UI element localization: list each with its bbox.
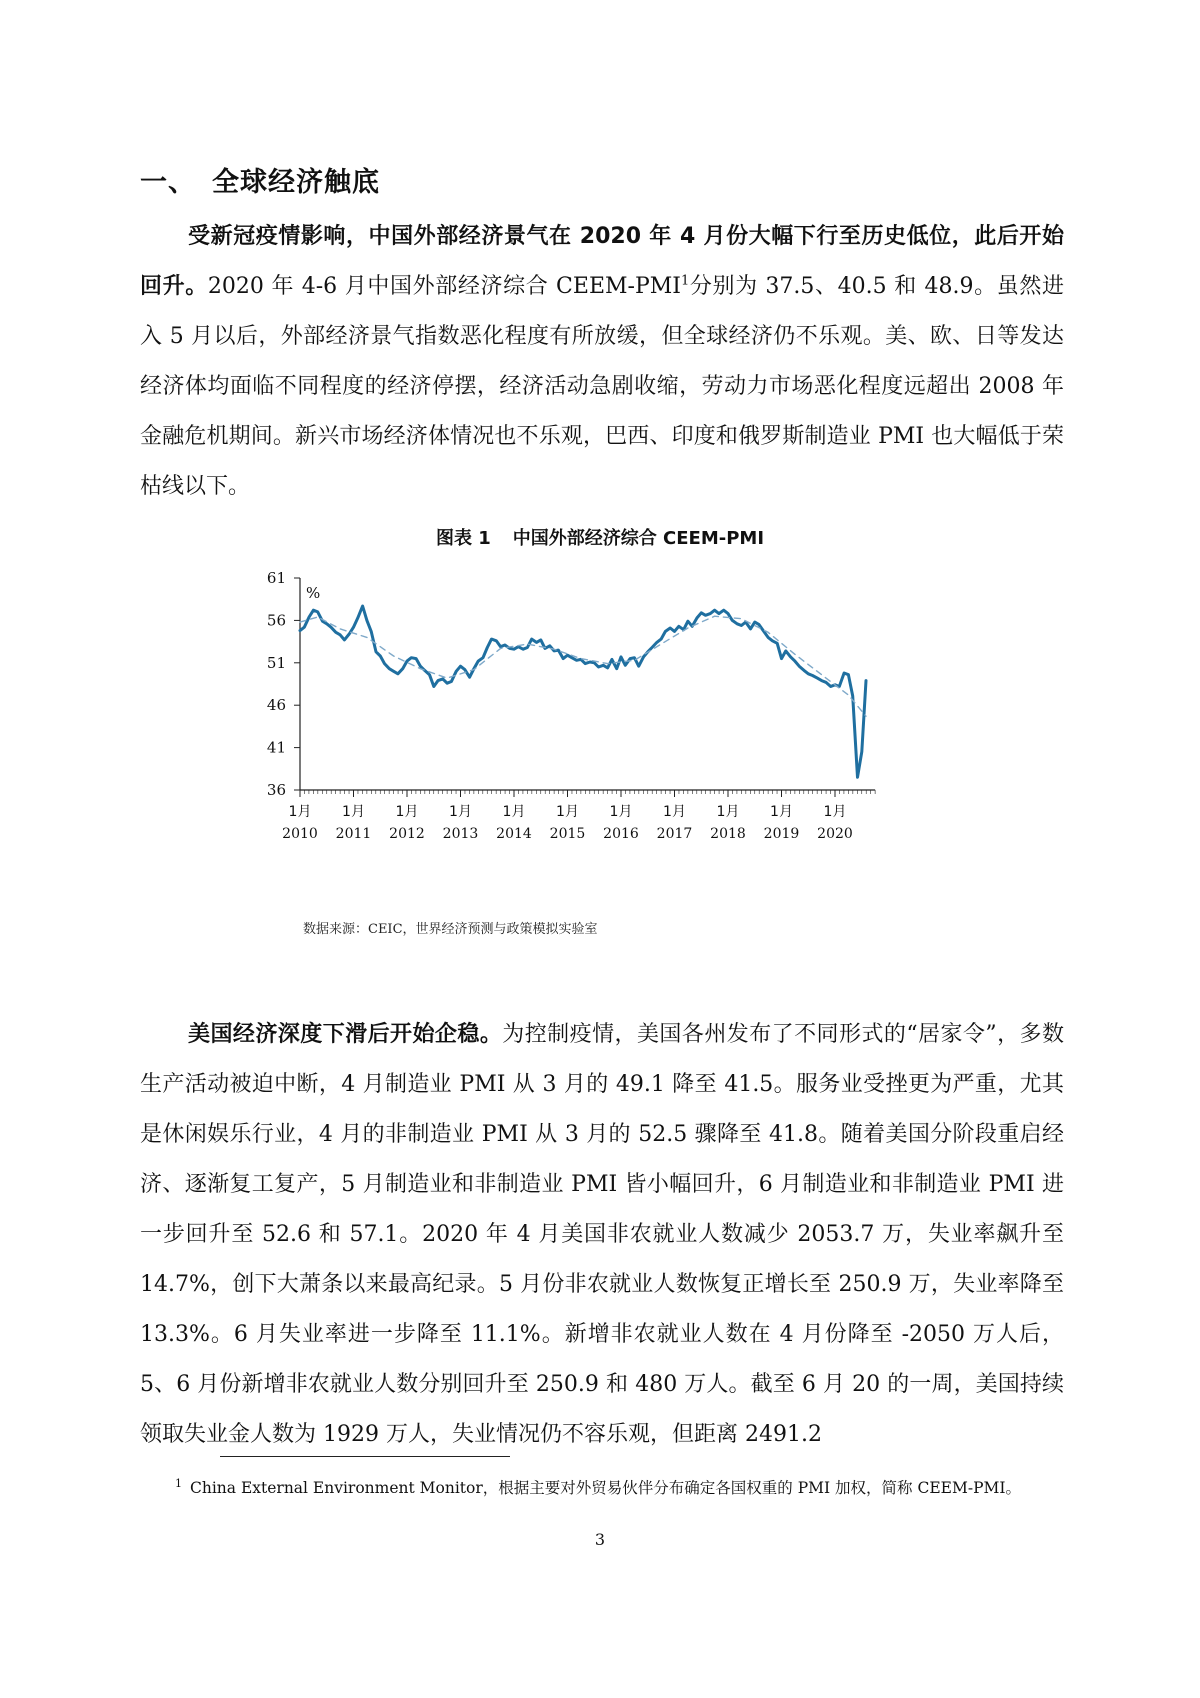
page-number: 3 xyxy=(594,1530,606,1549)
ceem-pmi-chart xyxy=(266,569,950,954)
figure-title xyxy=(0,524,1200,550)
y-tick-label: 56 xyxy=(266,611,286,630)
x-tick-year-label: 2013 xyxy=(442,826,479,842)
x-tick-year-label: 2020 xyxy=(817,826,853,842)
x-tick-month-label: 1月 xyxy=(663,804,686,820)
x-tick-year-label: 2016 xyxy=(603,826,639,842)
footnote-ref[interactable]: 1 xyxy=(681,273,690,289)
footnote-mark: 1 xyxy=(175,1476,182,1490)
footnote xyxy=(175,1476,1075,1498)
y-tick-label: 51 xyxy=(266,653,286,672)
paragraph-text: 分别为 37.5、40.5 和 48.9。虽然进入 5 月以后，外部经济景气指数恶化程度有所放缓，但全球经济仍不乐观。美、欧、日等发达经济体均面临不同程度的经济停摆，经济活动急剧收缩，劳动力市场恶化程度远超出 2008 年金融危机期间。新兴市场经济体情况也不乐观，巴西、印度和俄罗斯制造业 PMI 也大幅低于荣枯线以下。 xyxy=(140,274,1064,499)
y-tick-label: 41 xyxy=(266,738,286,757)
paragraph-text: 为控制疫情，美国各州发布了不同形式的“居家令”，多数生产活动被迫中断，4 月制造业 PMI 从 3 月的 49.1 降至 41.5。服务业受挫更为严重，尤其是休闲娱乐行业，4 月的非制造业 PMI 从 3 月的 52.5 骤降至 41.8。随着美国分阶段重启经济、逐渐复工复产，5 月制造业和非制造业 PMI 皆小幅回升，6 月制造业和非制造业 PMI 进一步回升至 52.6 和 57.1。2020 年 4 月美国非农就业人数减少 2053.7 万，失业率飙升至 14.7%，创下大萧条以来最高纪录。5 月份非农就业人数恢复正增长至 250.9 万，失业率降至 13.3%。6 月失业率进一步降至 11.1%。新增非农就业人数在 4 月份降至 -2050 万人后，5、6 月份新增非农就业人数分别回升至 250.9 和 480 万人。截至 6 月 20 的一周，美国持续领取失业金人数为 1929 万人，失业情况仍不容乐观，但距离 2491.2 xyxy=(140,1022,1064,1447)
x-tick-year-label: 2014 xyxy=(496,826,532,842)
section-heading xyxy=(140,160,380,199)
x-tick-month-label: 1月 xyxy=(770,804,793,820)
ceem-pmi-line xyxy=(300,606,866,777)
x-tick-month-label: 1月 xyxy=(609,804,633,820)
x-tick-year-label: 2011 xyxy=(335,826,372,842)
x-tick-year-label: 2018 xyxy=(710,826,746,842)
figure-caption: 中国外部经济综合 CEEM-PMI xyxy=(512,528,765,549)
x-tick-month-label: 1月 xyxy=(342,804,365,820)
paragraph-lead: 美国经济深度下滑后开始企稳。 xyxy=(188,1022,503,1047)
figure-label: 图表 1 xyxy=(435,528,491,549)
y-tick-label: 46 xyxy=(266,696,286,715)
x-tick-month-label: 1月 xyxy=(395,804,419,820)
section-title: 全球经济触底 xyxy=(212,167,380,198)
y-tick-label: 61 xyxy=(266,569,286,587)
figure-source: 数据来源：CEIC，世界经济预测与政策模拟实验室 xyxy=(303,922,598,937)
x-tick-month-label: 1月 xyxy=(716,804,740,820)
x-tick-month-label: 1月 xyxy=(556,804,579,820)
x-tick-month-label: 1月 xyxy=(823,804,847,820)
x-tick-month-label: 1月 xyxy=(449,804,472,820)
paragraph-us-economy xyxy=(140,1010,1064,1460)
footnote-rule xyxy=(220,1456,510,1457)
x-tick-month-label: 1月 xyxy=(502,804,526,820)
x-tick-year-label: 2019 xyxy=(763,826,800,842)
section-number: 一、 xyxy=(140,167,196,198)
x-tick-year-label: 2012 xyxy=(389,826,425,842)
paragraph-global-economy xyxy=(140,212,1064,512)
paragraph-text: 2020 年 4-6 月中国外部经济综合 CEEM-PMI xyxy=(207,274,681,299)
y-tick-label: 36 xyxy=(266,781,286,799)
footnote-text: China External Environment Monitor，根据主要对外贸易伙伴分布确定各国权重的 PMI 加权，简称 CEEM-PMI。 xyxy=(190,1479,1022,1497)
paragraph-lead: 受新冠疫情影响，中国外部经济景气在 2020 年 4 月份大幅下行至历史低位，此后开始回升。 xyxy=(140,224,1064,299)
y-axis-unit-label: % xyxy=(306,584,321,602)
x-tick-month-label: 1月 xyxy=(288,804,312,820)
x-tick-year-label: 2010 xyxy=(282,826,318,842)
x-tick-year-label: 2015 xyxy=(549,826,586,842)
x-tick-year-label: 2017 xyxy=(656,826,693,842)
